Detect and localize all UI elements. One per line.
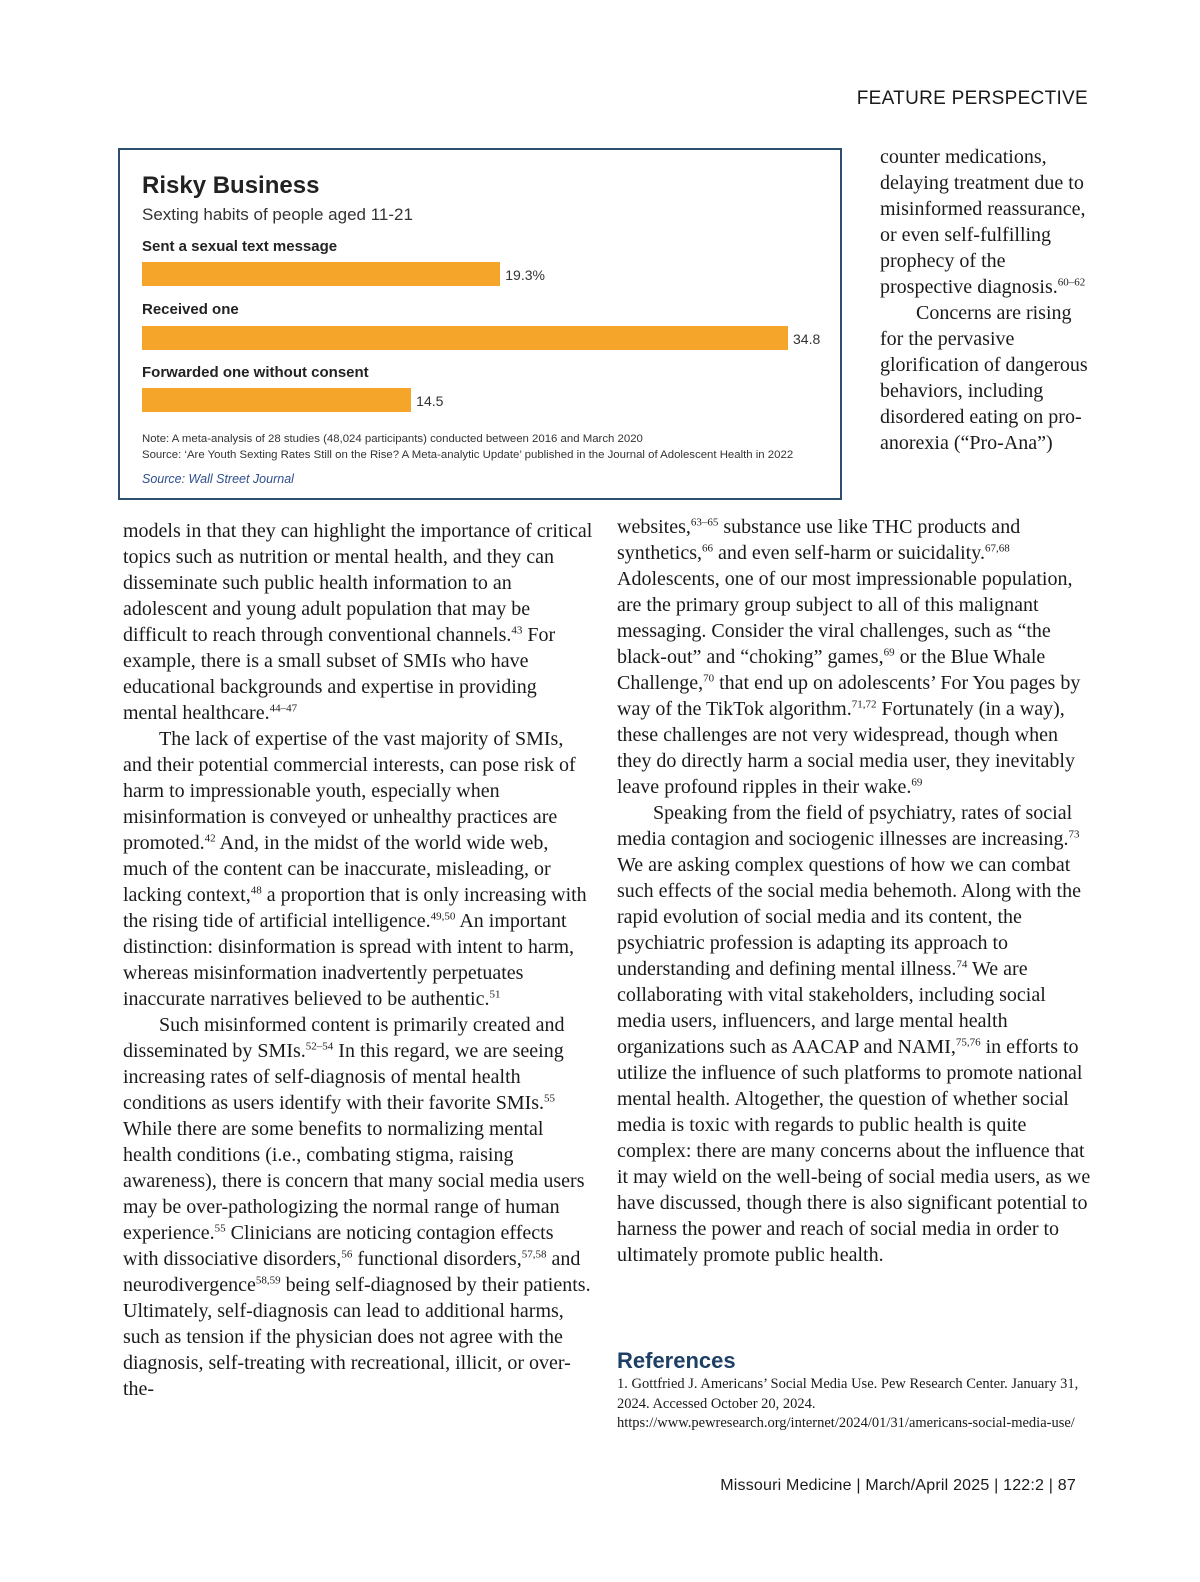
citation: 49,50 xyxy=(430,910,456,923)
citation: 60–62 xyxy=(1057,276,1086,289)
paragraph xyxy=(123,726,593,1012)
citation: 69 xyxy=(883,646,895,659)
text: For example, there is a small subset of SMIs who have educational backgrounds and expertise in providing mental healthcare. xyxy=(123,624,556,724)
text: functional disorders, xyxy=(352,1248,522,1270)
text: The lack of expertise of the vast majority of SMIs, and their potential commercial interests, can pose risk of harm to impressionable youth, especially when misinformation is conveyed or unhealthy practices are promoted. xyxy=(123,728,576,854)
text: And, in the midst of the world wide web, much of the content can be inaccurate, misleading, or lacking context, xyxy=(123,832,551,906)
citation: 44–47 xyxy=(269,702,298,715)
section-header: FEATURE PERSPECTIVE xyxy=(856,88,1088,109)
bar-received xyxy=(142,326,788,350)
paragraph xyxy=(880,300,1095,456)
bar-forwarded xyxy=(142,388,411,412)
right-column xyxy=(617,514,1095,1268)
bar-label-sent: Sent a sexual text message xyxy=(142,238,338,255)
chart-subtitle: Sexting habits of people aged 11-21 xyxy=(142,205,413,224)
bar-label-forwarded: Forwarded one without consent xyxy=(142,364,369,381)
chart-figure xyxy=(118,148,842,500)
text: that end up on adolescents’ For You pages by way of the TikTok algorithm. xyxy=(617,672,1081,720)
text: In this regard, we are seeing increasing rates of self-diagnosis of mental health conditions as users identify with their favorite SMIs. xyxy=(123,1040,564,1114)
text: counter medications, delaying treatment due to misinformed reassurance, or even self-fulfilling prophecy of the prospective diagnosis. xyxy=(880,146,1086,298)
citation: 43 xyxy=(511,624,523,637)
citation: 52–54 xyxy=(305,1040,334,1053)
text: Adolescents, one of our most impressionable population, are the primary group subject to all of this malignant messaging. Consider the viral challenges, such as “the black-out” and “choking” games, xyxy=(617,568,1073,668)
paragraph xyxy=(880,144,1095,300)
citation: 67,68 xyxy=(984,542,1010,555)
text: and even self-harm or suicidality. xyxy=(713,542,985,564)
text: and neurodivergence xyxy=(123,1248,581,1296)
page-footer: Missouri Medicine | March/April 2025 | 122:2 | 87 xyxy=(720,1477,1076,1494)
citation: 63–65 xyxy=(690,516,719,529)
citation: 42 xyxy=(204,832,216,845)
citation: 75,76 xyxy=(955,1036,981,1049)
text: Concerns are rising for the pervasive glorification of dangerous behaviors, including disordered eating on pro-anorexia (“Pro-Ana”) xyxy=(880,302,1088,454)
citation: 56 xyxy=(341,1248,353,1261)
citation: 66 xyxy=(702,542,713,555)
text: We are collaborating with vital stakeholders, including social media users, influencers, and large mental health organizations such as AACAP and NAMI, xyxy=(617,958,1046,1058)
citation: 69 xyxy=(911,776,923,789)
text: We are asking complex questions of how we can combat such effects of the social media behemoth. Along with the rapid evolution of social media and its content, the psychiatric profession is adapting its approach to understanding and defining mental illness. xyxy=(617,854,1081,980)
text: Such misinformed content is primarily created and disseminated by SMIs. xyxy=(123,1014,565,1062)
paragraph xyxy=(123,1012,593,1402)
text: Fortunately (in a way), these challenges are not very widespread, though when they do directly harm a social media user, they inevitably leave profound ripples in their wake. xyxy=(617,698,1075,798)
paragraph xyxy=(123,518,593,726)
text: or the Blue Whale Challenge, xyxy=(617,646,1046,694)
chart-note: Note: A meta-analysis of 28 studies (48,024 participants) conducted between 2016 and March 2020 xyxy=(142,433,643,445)
citation: 57,58 xyxy=(521,1248,547,1261)
chart-source: Source: Wall Street Journal xyxy=(142,472,294,486)
citation: 55 xyxy=(544,1092,556,1105)
text: An important distinction: disinformation is spread with intent to harm, whereas misinformation inadvertently perpetuates inaccurate narratives believed to be authentic. xyxy=(123,910,575,1010)
left-column xyxy=(123,518,593,1402)
citation: 55 xyxy=(214,1222,226,1235)
citation: 48 xyxy=(250,884,262,897)
paragraph xyxy=(617,800,1095,1268)
reference-item: 1. Gottfried J. Americans’ Social Media Use. Pew Research Center. January 31, 2024. Accessed October 20, 2024. https://www.pewresearch.org/internet/2024/01/31/americans-social-media-use/ xyxy=(617,1376,1079,1431)
bar-label-received: Received one xyxy=(142,301,239,318)
citation: 51 xyxy=(489,988,501,1001)
bar-value-forwarded: 14.5 xyxy=(416,393,444,409)
text: being self-diagnosed by their patients. Ultimately, self-diagnosis can lead to additional harms, such as tension if the physician does not agree with the diagnosis, self-treating with recreational, illicit, or over-the- xyxy=(123,1274,591,1400)
bar-value-sent: 19.3% xyxy=(505,267,545,283)
text: Clinicians are noticing contagion effects with dissociative disorders, xyxy=(123,1222,554,1270)
citation: 74 xyxy=(956,958,968,971)
text: in efforts to utilize the influence of such platforms to promote national mental health. Altogether, the question of whether social media is toxic with regards to public health is quite complex: there are many concerns about the influence that it may wield on the well-being of social media users, as we have discussed, though there is also significant potential to harness the power and reach of social media in order to ultimately promote public health. xyxy=(617,1036,1091,1266)
text: a proportion that is only increasing with the rising tide of artificial intelligence. xyxy=(123,884,587,932)
chart-source-note: Source: ‘Are Youth Sexting Rates Still on the Rise? A Meta-analytic Update’ published in the Journal of Adolescent Health in 2022 xyxy=(142,449,794,461)
bar-sent xyxy=(142,262,500,286)
bar-value-received: 34.8 xyxy=(793,331,821,347)
paragraph xyxy=(617,514,1095,800)
chart-title: Risky Business xyxy=(142,172,320,199)
references-heading: References xyxy=(617,1348,736,1373)
citation: 70 xyxy=(703,672,715,685)
citation: 71,72 xyxy=(851,698,877,711)
narrow-column xyxy=(880,144,1095,456)
text: substance use like THC products and synthetics, xyxy=(617,516,1021,564)
text: While there are some benefits to normalizing mental health conditions (i.e., combating stigma, raising awareness), there is concern that many social media users may be over-pathologizing the normal range of human experience. xyxy=(123,1118,585,1244)
citation: 58,59 xyxy=(255,1274,281,1287)
text: Speaking from the field of psychiatry, rates of social media contagion and sociogenic illnesses are increasing. xyxy=(617,802,1073,850)
text: models in that they can highlight the importance of critical topics such as nutrition or mental health, and they can disseminate such public health information to an adolescent and young adult population that may be difficult to reach through conventional channels. xyxy=(123,520,593,646)
citation: 73 xyxy=(1068,828,1080,841)
text: websites, xyxy=(617,516,691,538)
